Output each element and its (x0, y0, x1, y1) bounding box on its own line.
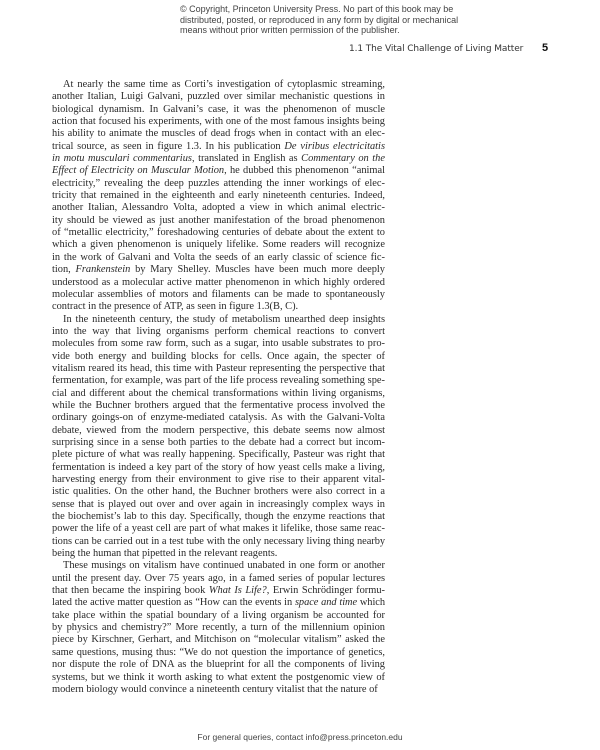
text-line: plete picture of what was really happening. Specifically, Pasteur was right that (52, 449, 385, 461)
text-line: being the human that pipetted in the relevant reagents. (52, 548, 278, 560)
body-text (52, 79, 385, 696)
text-line: tions can be carried out in a test tube with the only necessary living thing nearby (52, 535, 385, 547)
text-line: which a given phenomenon is uniquely lifelike. Some readers will recognize (52, 239, 385, 251)
text-line: while the Buchner brothers argued that the fermentative process involved the (52, 399, 385, 411)
text-line: the biochemist’s lab to this day. Specifically, though the enzyme reactions that (52, 511, 385, 523)
copyright-line: means without prior written permission of the publisher. (180, 25, 400, 35)
text-line: istic qualities. On the other hand, the Buchner brothers were also correct in a (52, 486, 385, 498)
running-head: 1.1 The Vital Challenge of Living Matter (349, 44, 524, 54)
text-line: These musings on vitalism have continued unabated in one form or another (63, 560, 385, 572)
copyright-notice (180, 4, 480, 36)
copyright-line: © Copyright, Princeton University Press. No part of this book may be (180, 4, 454, 14)
text-line: fermentation is indeed a key part of the story of how yeast cells make a living, (52, 461, 385, 473)
text-line: ordinary goings-on of enzyme-mediated catalysis. As with the Galvani-Volta (52, 412, 385, 424)
text-line: tion, Frankenstein by Mary Shelley. Muscles have been much more deeply (52, 264, 385, 276)
text-line: his ability to animate the muscles of dead frogs when in contact with an elec- (52, 128, 385, 140)
text-line: fermentation, for example, was part of the life process revealing something spe- (52, 375, 385, 387)
text-line: of “metallic electricity,” foreshadowing centuries of debate about the extent to (52, 227, 385, 239)
text-line: ity should be viewed as just another manifestation of the broad phenomenon (52, 214, 385, 226)
text-line: modern biology would convince a nineteenth century vitalist that the nature of (52, 683, 378, 695)
text-line: piece by Kirschner, Gerhart, and Mitchison on “molecular vitalism” asked the (52, 634, 385, 646)
italic-text: space and time (294, 597, 358, 609)
text-line: vide both energy and building blocks for cells. Once again, the specter of (52, 350, 385, 362)
paragraph (52, 560, 385, 696)
text-line: tricity that remained in the eighteenth and early nineteenth centuries. Indeed, (52, 190, 385, 202)
italic-text: in motu musculari commentarius (52, 153, 192, 165)
text-line: same questions, musing thus: “We do not question the importance of genetics, (52, 646, 385, 658)
text-line: take place within the spatial boundary of a living organism be accounted for (52, 609, 385, 621)
text-line: by physics and chemistry?” More recently, a turn of the millennium opinion (52, 622, 385, 634)
text-line: trical source, as seen in figure 1.3. In his publication De viribus electricitatis (52, 140, 385, 152)
text-line: power the life of a yeast cell are part of what makes it lifelike, those same reac- (52, 523, 385, 535)
text-line: sense that is played out over and over again in increasingly complex ways in (52, 498, 385, 510)
text-line: electricity,” revealing the deep puzzles attending the inner workings of elec- (52, 177, 385, 189)
text-line: harvesting energy from their environment to give rise to their apparent vital- (52, 474, 385, 485)
text-line: understood as a molecular active matter phenomenon in which highly ordered (52, 276, 385, 288)
text-line: another Italian, Luigi Galvani, puzzled over similar mechanistic questions in (52, 91, 385, 103)
italic-text: De viribus electricitatis (284, 140, 385, 152)
text-line: that then became the inspiring book What Is Life?, Erwin Schrödinger formu- (52, 585, 385, 597)
text-line: another Italian, Alessandro Volta, adopted a view in which animal electric- (52, 202, 385, 214)
italic-text: What Is Life? (208, 585, 267, 597)
text-line: biological dynamism. In Galvani’s case, it was the phenomenon of muscle (52, 103, 385, 115)
text-line: systems, but we think it worth asking to what extent the postgenomic view of (52, 671, 385, 683)
italic-text: Commentary on the (301, 153, 385, 165)
paragraph (52, 79, 385, 314)
text-line: molecular assemblies of motors and filaments can be made to spontaneously (52, 288, 385, 300)
text-line: At nearly the same time as Corti’s investigation of cytoplasmic streaming, (63, 79, 385, 90)
text-line: In the nineteenth century, the study of metabolism unearthed deep insights (63, 313, 385, 325)
text-line: cial and different about the chemical transformations within living organisms, (52, 387, 385, 399)
text-line: Effect of Electricity on Muscular Motion, he dubbed this phenomenon “animal (52, 165, 385, 177)
text-line: lated the active matter question as “How can the events in space and time which (52, 597, 385, 609)
copyright-line: distributed, posted, or reproduced in any form by digital or mechanical (180, 14, 459, 25)
text-line: debate, viewed from the modern perspective, this debate seems now almost (52, 424, 385, 436)
text-line: vitalism reared its head, this time with Pasteur representing the perspective that (52, 362, 385, 374)
text-line: nor dispute the role of DNA as the blueprint for all the components of living (52, 659, 385, 671)
text-line: contract in the presence of ATP, as seen in figure 1.3(B, C). (52, 301, 299, 313)
italic-text: Frankenstein (75, 264, 131, 276)
italic-text: Effect of Electricity on Muscular Motion (52, 165, 225, 177)
text-line: action that focused his experiments, with one of the most famous insights being (52, 116, 385, 128)
page-number: 5 (542, 42, 549, 54)
text-line: molecules from some raw form, such as a sugar, into usable substrates to pro- (52, 338, 385, 350)
text-line: surprising since in a sense both parties to the debate had a correct but incom- (52, 436, 385, 448)
text-line: in motu musculari commentarius, translated in English as Commentary on the (52, 153, 385, 165)
text-line: in the work of Galvani and Volta the seeds of an early classic of science fic- (52, 251, 385, 263)
footer-contact: For general queries, contact info@press.princeton.edu (197, 732, 403, 742)
text-line: into the way that living organisms perform chemical reactions to convert (52, 325, 385, 337)
paragraph (52, 314, 385, 561)
text-line: until the present day. Over 75 years ago, in a famed series of popular lectures (52, 572, 385, 584)
